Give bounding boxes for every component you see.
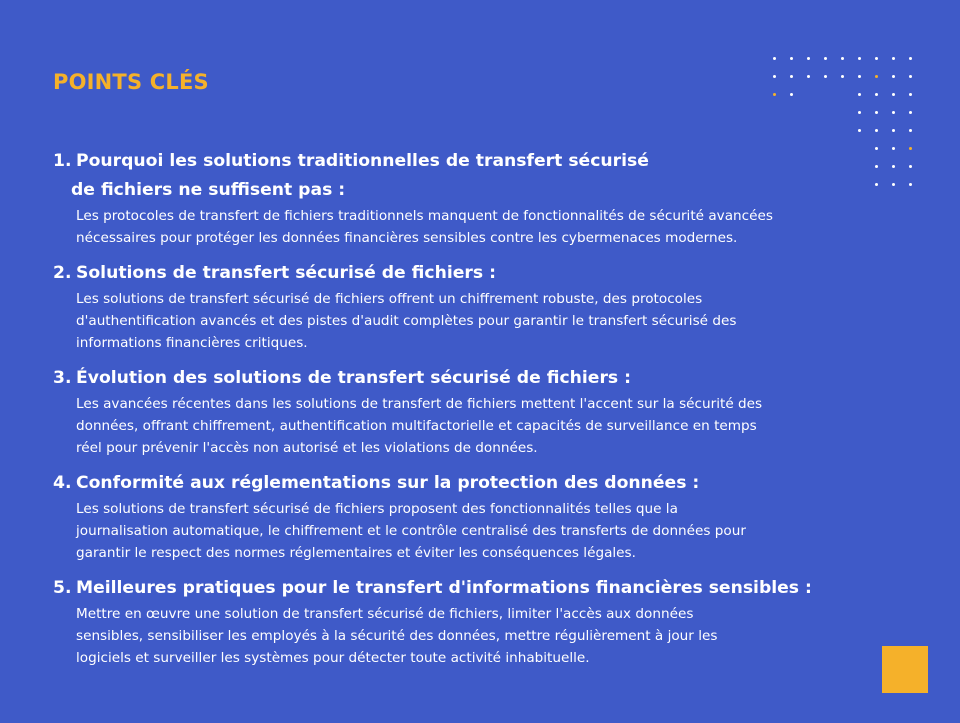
decorative-dot bbox=[790, 57, 793, 60]
decorative-dot bbox=[841, 75, 844, 78]
key-point-description bbox=[53, 205, 896, 249]
key-point-title-line bbox=[53, 176, 933, 205]
decorative-dot bbox=[875, 57, 878, 60]
key-point-title bbox=[53, 469, 933, 498]
decorative-dot bbox=[892, 129, 895, 132]
key-point-title-line bbox=[53, 364, 933, 393]
decorative-dot bbox=[807, 57, 810, 60]
decorative-dot bbox=[824, 57, 827, 60]
decorative-dot bbox=[773, 75, 776, 78]
decorative-dot bbox=[875, 111, 878, 114]
decorative-dot bbox=[892, 75, 895, 78]
decorative-dot bbox=[892, 93, 895, 96]
decorative-dot bbox=[909, 129, 912, 132]
key-point-title-line bbox=[53, 259, 933, 288]
key-point-title-line bbox=[53, 469, 933, 498]
decorative-dot bbox=[892, 57, 895, 60]
key-point-item bbox=[53, 364, 933, 459]
key-point-description-line: Les avancées récentes dans les solutions de transfert de fichiers mettent l'accent sur la sécurité des bbox=[76, 396, 763, 412]
decorative-dot bbox=[773, 57, 776, 60]
key-point-description-line: d'authentification avancés et des pistes d'audit complètes pour garantir le transfert sécurisé des bbox=[76, 313, 737, 329]
key-point-title-text: Pourquoi les solutions traditionnelles de transfert sécurisé bbox=[76, 151, 649, 171]
decorative-dot bbox=[875, 93, 878, 96]
decorative-dot bbox=[841, 57, 844, 60]
decorative-dot bbox=[858, 75, 861, 78]
key-point-number: 1. bbox=[53, 151, 72, 171]
key-point-description-line: sensibles, sensibiliser les employés à la sécurité des données, mettre régulièrement à jour les bbox=[76, 628, 718, 644]
key-point-title-text: Meilleures pratiques pour le transfert d'informations financières sensibles : bbox=[76, 578, 812, 598]
section-heading: POINTS CLÉS bbox=[53, 70, 209, 94]
key-point-description-line: informations financières critiques. bbox=[76, 335, 308, 351]
key-point-number: 3. bbox=[53, 368, 72, 388]
key-point-item bbox=[53, 259, 933, 354]
decorative-dot bbox=[858, 111, 861, 114]
decorative-dot bbox=[824, 75, 827, 78]
key-point-title bbox=[53, 364, 933, 393]
decorative-dot bbox=[858, 93, 861, 96]
key-point-description-line: journalisation automatique, le chiffrement et le contrôle centralisé des transferts de données pour bbox=[76, 523, 746, 539]
key-point-title-line bbox=[53, 147, 933, 176]
key-point-description bbox=[53, 393, 896, 459]
key-point-number: 5. bbox=[53, 578, 72, 598]
decorative-dot bbox=[858, 129, 861, 132]
key-points-list bbox=[53, 147, 933, 669]
key-point-description-line: garantir le respect des normes réglementaires et éviter les conséquences légales. bbox=[76, 545, 636, 561]
decorative-dot bbox=[892, 111, 895, 114]
decorative-dot bbox=[858, 57, 861, 60]
key-point-description bbox=[53, 498, 896, 564]
key-point-title-text: Solutions de transfert sécurisé de fichiers : bbox=[76, 263, 496, 283]
key-point-item bbox=[53, 147, 933, 249]
decorative-accent-square bbox=[882, 646, 928, 693]
key-point-description-line: Les solutions de transfert sécurisé de fichiers proposent des fonctionnalités telles que la bbox=[76, 501, 678, 517]
key-point-title bbox=[53, 259, 933, 288]
key-point-item bbox=[53, 469, 933, 564]
key-point-description-line: nécessaires pour protéger les données financières sensibles contre les cybermenaces modernes. bbox=[76, 230, 738, 246]
key-point-title-line bbox=[53, 574, 933, 603]
decorative-dot bbox=[773, 93, 776, 96]
key-point-title bbox=[53, 147, 933, 205]
decorative-dot bbox=[909, 111, 912, 114]
decorative-dot bbox=[875, 75, 878, 78]
key-point-number: 2. bbox=[53, 263, 72, 283]
key-point-number: 4. bbox=[53, 473, 72, 493]
key-point-description-line: Les solutions de transfert sécurisé de fichiers offrent un chiffrement robuste, des protocoles bbox=[76, 291, 703, 307]
decorative-dot bbox=[790, 75, 793, 78]
key-point-description-line: Les protocoles de transfert de fichiers traditionnels manquent de fonctionnalités de sécurité avancées bbox=[76, 208, 773, 224]
key-point-title bbox=[53, 574, 933, 603]
key-point-description-line: données, offrant chiffrement, authentification multifactorielle et capacités de surveillance en temps bbox=[76, 418, 757, 434]
decorative-dot bbox=[909, 75, 912, 78]
decorative-dot bbox=[807, 75, 810, 78]
key-point-description-line: Mettre en œuvre une solution de transfert sécurisé de fichiers, limiter l'accès aux données bbox=[76, 606, 694, 622]
key-point-title-text: Évolution des solutions de transfert sécurisé de fichiers : bbox=[76, 368, 632, 388]
key-point-description bbox=[53, 603, 896, 669]
decorative-dot bbox=[790, 93, 793, 96]
decorative-dot bbox=[875, 129, 878, 132]
key-point-description-line: logiciels et surveiller les systèmes pour détecter toute activité inhabituelle. bbox=[76, 650, 590, 666]
key-point-item bbox=[53, 574, 933, 669]
key-point-title-text: Conformité aux réglementations sur la protection des données : bbox=[76, 473, 700, 493]
key-point-title-text: de fichiers ne suffisent pas : bbox=[71, 180, 346, 200]
decorative-dot bbox=[909, 93, 912, 96]
key-point-description-line: réel pour prévenir l'accès non autorisé et les violations de données. bbox=[76, 440, 538, 456]
key-point-description bbox=[53, 288, 896, 354]
decorative-dot bbox=[909, 57, 912, 60]
